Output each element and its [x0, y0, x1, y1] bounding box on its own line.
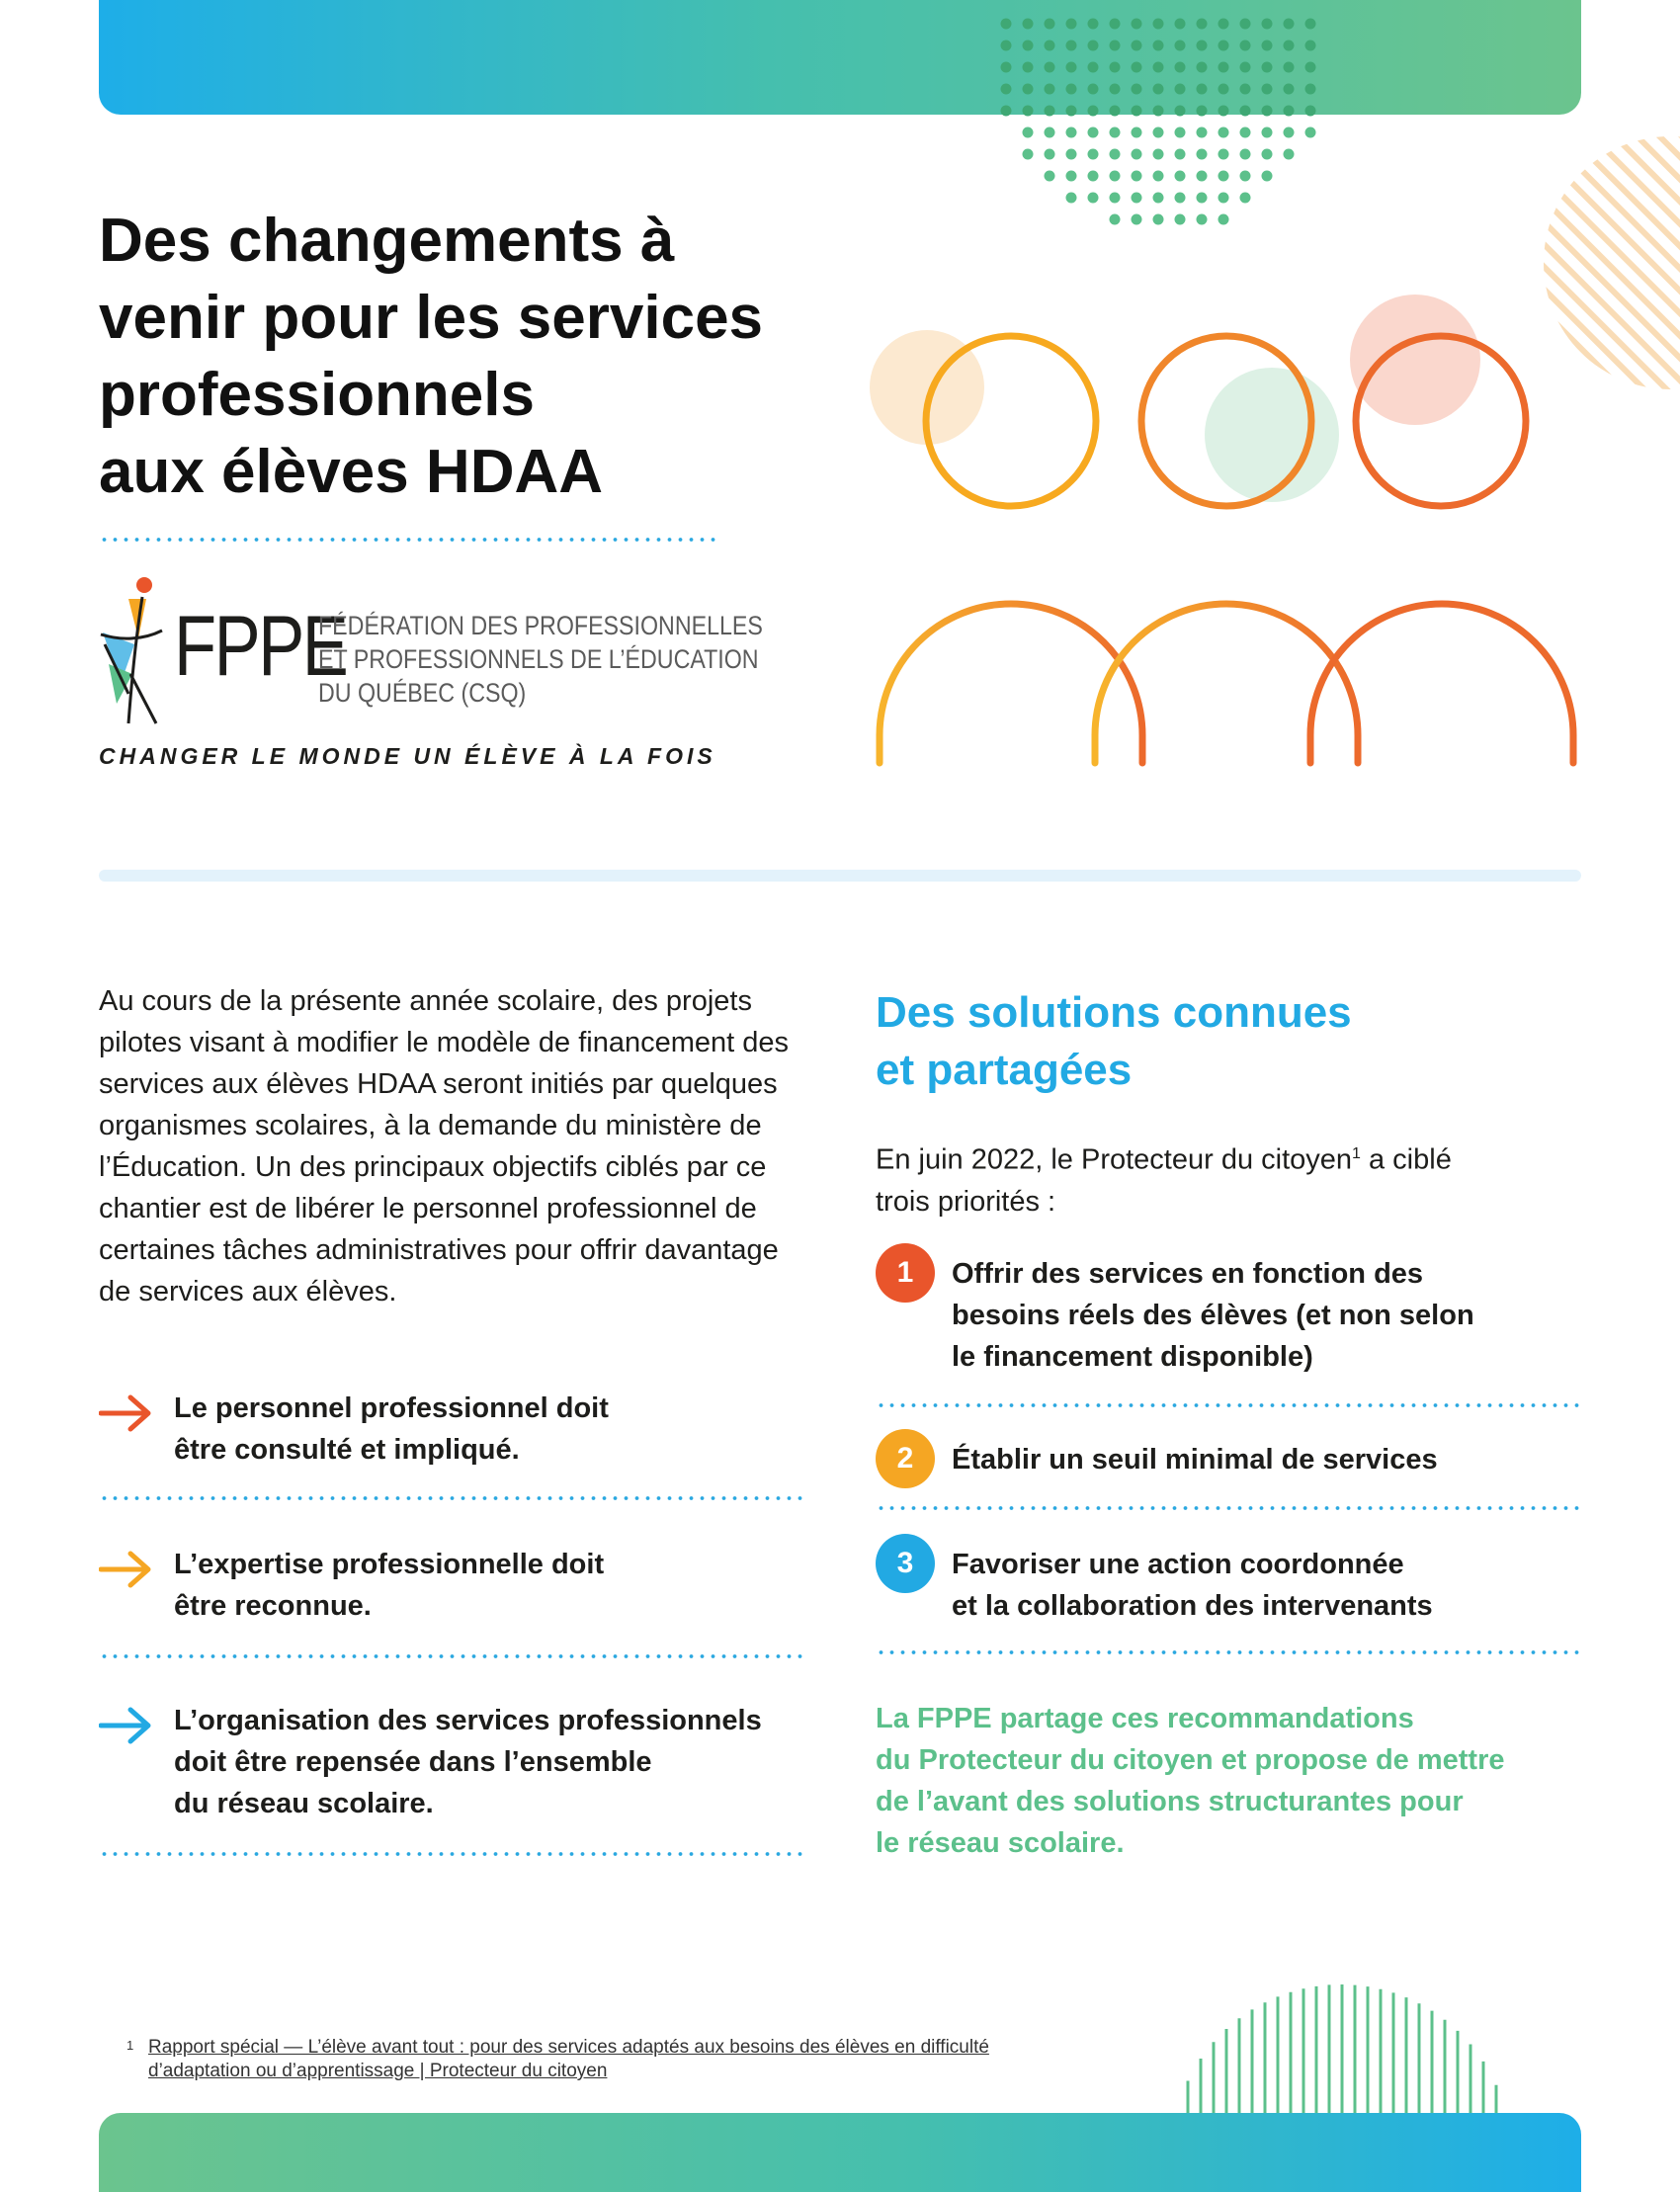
decorative-dot — [1284, 106, 1295, 117]
decorative-dot — [1240, 41, 1251, 51]
decorative-dot — [1088, 84, 1099, 95]
text-line: être reconnue. — [174, 1590, 372, 1622]
decorative-dot — [1218, 62, 1229, 73]
text-line: du réseau scolaire. — [174, 1788, 434, 1819]
decorative-dot — [1284, 41, 1295, 51]
title-line: aux élèves HDAA — [99, 438, 604, 506]
decorative-dot — [1197, 19, 1208, 30]
decorative-dot — [1153, 106, 1164, 117]
intro-text: a ciblé — [1360, 1143, 1452, 1176]
decorative-dot — [1218, 106, 1229, 117]
page-title — [99, 203, 909, 511]
decorative-dot — [1110, 106, 1121, 117]
dotted-divider — [99, 1654, 806, 1658]
decorative-dot — [1153, 84, 1164, 95]
decorative-dot — [1197, 41, 1208, 51]
decorative-dot — [1218, 41, 1229, 51]
decorative-dot — [1045, 62, 1055, 73]
solutions-intro — [876, 1134, 1567, 1222]
conclusion-paragraph — [876, 1698, 1581, 1864]
dotted-divider — [876, 1650, 1581, 1654]
decorative-dot — [1023, 41, 1034, 51]
text-line: le réseau scolaire. — [876, 1827, 1125, 1859]
footnote-link[interactable] — [148, 2036, 1097, 2083]
title-dotted-divider — [99, 538, 715, 542]
decorative-dot — [1262, 106, 1273, 117]
title-line: Des changements à — [99, 207, 675, 275]
heading-line: et partagées — [876, 1046, 1133, 1094]
decorative-dot — [1240, 19, 1251, 30]
decorative-dot — [1240, 62, 1251, 73]
decorative-dot — [1305, 84, 1316, 95]
decorative-dot — [1023, 106, 1034, 117]
decorative-dot — [1284, 19, 1295, 30]
decorative-dot — [1066, 62, 1077, 73]
decorative-dot — [1045, 41, 1055, 51]
decorative-dot — [1023, 84, 1034, 95]
decorative-dot — [1175, 106, 1186, 117]
priority-number-badge: 1 — [876, 1243, 935, 1303]
decorative-dot — [1305, 62, 1316, 73]
decorative-dot — [1262, 62, 1273, 73]
text-line: besoins réels des élèves (et non selon — [952, 1300, 1474, 1331]
decorative-dot — [1001, 84, 1012, 95]
org-line: ET PROFESSIONNELS DE L’ÉDUCATION — [318, 644, 759, 674]
decorative-dot — [1088, 41, 1099, 51]
text-line: doit être repensée dans l’ensemble — [174, 1746, 652, 1778]
bottom-decorative-band — [99, 2113, 1581, 2192]
arrow-right-icon — [99, 1550, 154, 1589]
decorative-dot — [1240, 84, 1251, 95]
decorative-dot — [1132, 106, 1142, 117]
decorative-dot — [1066, 84, 1077, 95]
decorative-dot — [1305, 106, 1316, 117]
org-line: DU QUÉBEC (CSQ) — [318, 678, 527, 708]
solutions-heading — [876, 984, 1567, 1099]
text-line: le financement disponible) — [952, 1341, 1313, 1373]
key-point-text — [174, 1700, 806, 1824]
decorative-dot — [1197, 62, 1208, 73]
text-line: de l’avant des solutions structurantes pour — [876, 1786, 1464, 1817]
decorative-dot — [1218, 19, 1229, 30]
org-line: FÉDÉRATION DES PROFESSIONNELLES — [318, 611, 763, 640]
decorative-dot — [1088, 106, 1099, 117]
decorative-dot — [1175, 41, 1186, 51]
text-line: Le personnel professionnel doit — [174, 1392, 609, 1424]
text-line: Rapport spécial — L’élève avant tout : pour des services adaptés aux besoins des élèves en difficulté — [148, 2037, 989, 2058]
text-line: du Protecteur du citoyen et propose de mettre — [876, 1744, 1505, 1776]
decorative-dot — [1045, 84, 1055, 95]
priority-text — [952, 1439, 1574, 1480]
key-point-text — [174, 1388, 806, 1471]
key-point-text — [174, 1544, 806, 1627]
decorative-dot — [1045, 19, 1055, 30]
decorative-dot — [1262, 84, 1273, 95]
intro-text: En juin 2022, le Protecteur du citoyen — [876, 1143, 1353, 1176]
decorative-dot — [1305, 41, 1316, 51]
decorative-dot — [1066, 19, 1077, 30]
decorative-dot — [1175, 84, 1186, 95]
decorative-dot — [1132, 19, 1142, 30]
decorative-dot — [1110, 84, 1121, 95]
text-line: L’expertise professionnelle doit — [174, 1549, 605, 1580]
footnote-reference[interactable]: 1 — [1352, 1145, 1361, 1162]
priority-number-badge: 3 — [876, 1534, 935, 1593]
decorative-dot — [1284, 62, 1295, 73]
fppe-logo-figure-icon — [99, 575, 168, 731]
decorative-dot — [1110, 19, 1121, 30]
decorative-dot — [1197, 106, 1208, 117]
decorative-dot — [1001, 41, 1012, 51]
dotted-divider — [876, 1403, 1581, 1407]
priority-number-badge: 2 — [876, 1429, 935, 1488]
logo-acronym: FPPE — [174, 599, 347, 694]
decorative-dot — [1023, 19, 1034, 30]
footnote-mark: 1 — [126, 2038, 134, 2053]
logo-tagline: CHANGER LE MONDE UN ÉLÈVE À LA FOIS — [99, 743, 716, 769]
three-people-illustration — [870, 119, 1581, 771]
text-line: La FPPE partage ces recommandations — [876, 1703, 1414, 1734]
title-line: venir pour les services — [99, 284, 764, 352]
dotted-divider — [876, 1506, 1581, 1510]
heading-line: Des solutions connues — [876, 988, 1352, 1037]
decorative-dot — [1132, 41, 1142, 51]
section-separator-bar — [99, 870, 1581, 882]
decorative-dot — [1066, 41, 1077, 51]
intro-paragraph: Au cours de la présente année scolaire, des projets pilotes visant à modifier le modèle de financement des services aux élèves HDAA seront initiés par quelques organismes scolaires, à la demande du ministère de l’Éducation. Un des principaux objectifs ciblés par ce chantier est de libérer le personnel professionnel de certaines tâches administratives pour offrir davantage de services aux élèves. — [99, 985, 789, 1307]
dotted-divider — [99, 1852, 806, 1856]
decorative-dot — [1110, 62, 1121, 73]
priority-text — [952, 1253, 1574, 1378]
decorative-dot — [1110, 41, 1121, 51]
text-line: et la collaboration des intervenants — [952, 1590, 1433, 1622]
decorative-dot — [1001, 106, 1012, 117]
dotted-divider — [99, 1496, 806, 1500]
text-line: être consulté et impliqué. — [174, 1434, 520, 1466]
text-line: L’organisation des services professionnels — [174, 1705, 762, 1736]
decorative-dot — [1197, 84, 1208, 95]
text-line: Établir un seuil minimal de services — [952, 1444, 1438, 1475]
decorative-dot — [1001, 62, 1012, 73]
arrow-right-icon — [99, 1393, 154, 1433]
decorative-dot — [1218, 84, 1229, 95]
decorative-dot — [1001, 19, 1012, 30]
priority-text — [952, 1544, 1574, 1627]
decorative-dot — [1066, 106, 1077, 117]
intro-text: trois priorités : — [876, 1185, 1056, 1218]
decorative-dot — [1262, 19, 1273, 30]
top-decorative-band — [99, 0, 1581, 115]
decorative-dot — [1262, 41, 1273, 51]
decorative-dot — [1153, 41, 1164, 51]
decorative-dot — [1175, 62, 1186, 73]
decorative-dot — [1132, 84, 1142, 95]
text-line: Favoriser une action coordonnée — [952, 1549, 1404, 1580]
decorative-dot — [1153, 62, 1164, 73]
logo-organization-name — [318, 609, 763, 710]
decorative-dot — [1088, 62, 1099, 73]
decorative-dot — [1153, 19, 1164, 30]
text-line: d’adaptation ou d’apprentissage | Protecteur du citoyen — [148, 2061, 608, 2081]
decorative-dot — [1175, 19, 1186, 30]
decorative-dot — [1284, 84, 1295, 95]
text-line: Offrir des services en fonction des — [952, 1258, 1424, 1290]
decorative-dot — [1305, 19, 1316, 30]
title-line: professionnels — [99, 361, 535, 429]
decorative-dot — [1023, 62, 1034, 73]
decorative-dot — [1088, 19, 1099, 30]
decorative-dot — [1132, 62, 1142, 73]
arrow-right-icon — [99, 1706, 154, 1745]
decorative-dot — [1240, 106, 1251, 117]
decorative-dot — [1045, 106, 1055, 117]
